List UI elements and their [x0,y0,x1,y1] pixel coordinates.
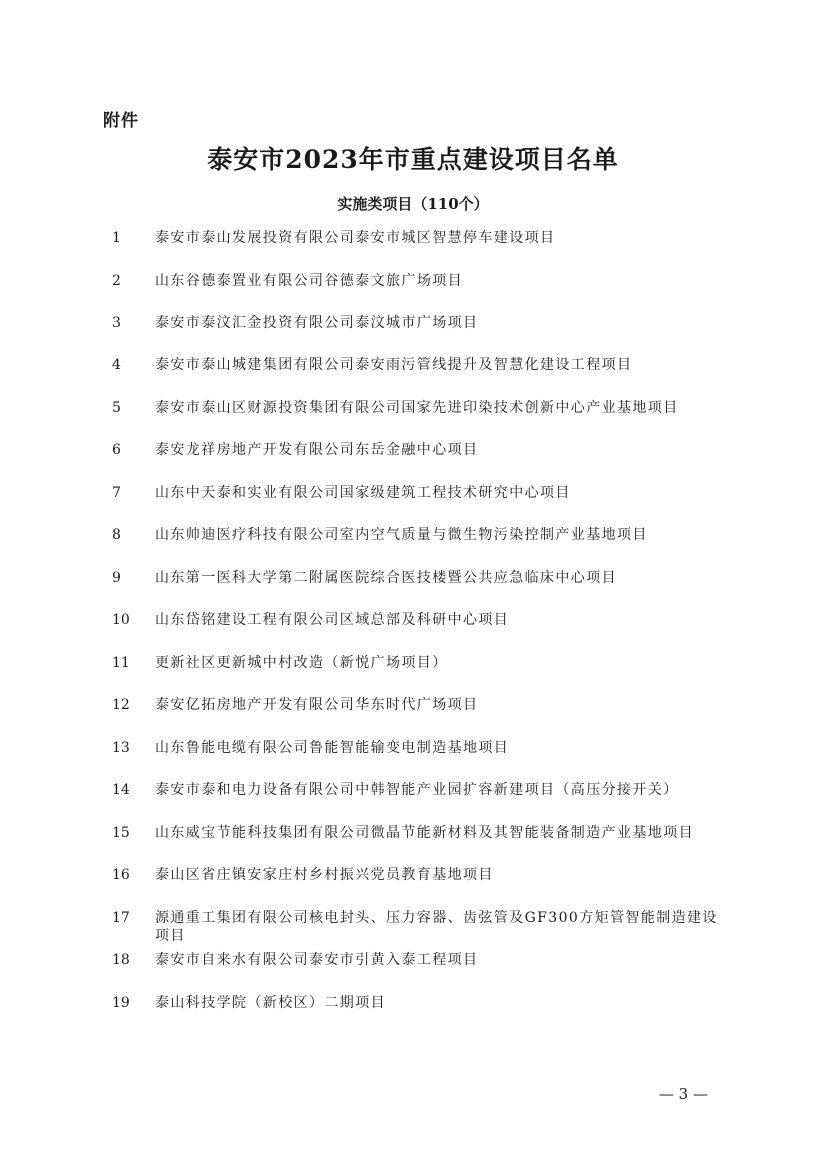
item-text: 泰安市泰山发展投资有限公司泰安市城区智慧停车建设项目 [155,230,556,246]
list-item [0,696,826,722]
item-number: 19 [112,995,130,1011]
item-number: 5 [112,400,121,416]
item-number: 4 [112,357,121,373]
item-text: 山东第一医科大学第二附属医院综合医技楼暨公共应急临床中心项目 [155,570,617,586]
item-text: 泰安市泰山区财源投资集团有限公司国家先进印染技术创新中心产业基地项目 [155,400,679,416]
item-text: 泰山科技学院（新校区）二期项目 [155,995,386,1011]
list-item [0,229,826,255]
list-item [0,866,826,892]
list-item [0,824,826,850]
item-number: 9 [112,570,121,586]
list-item [0,314,826,340]
item-text: 山东鲁能电缆有限公司鲁能智能输变电制造基地项目 [155,740,510,756]
section-title: 实施类项目（110个） [337,195,489,213]
item-text: 更新社区更新城中村改造（新悦广场项目） [155,655,448,671]
item-number: 1 [112,230,121,246]
item-number: 8 [112,527,121,543]
list-item [0,951,826,977]
item-number: 16 [112,867,130,883]
item-text: 泰安市泰和电力设备有限公司中韩智能产业园扩容新建项目（高压分接开关） [155,782,679,798]
item-text: 泰山区省庄镇安家庄村乡村振兴党员教育基地项目 [155,867,494,883]
item-text: 源通重工集团有限公司核电封头、压力容器、齿弦管及GF300方矩管智能制造建设项目 [155,910,718,944]
attachment-label: 附件 [103,111,139,131]
item-number: 14 [112,782,130,798]
list-item [0,654,826,680]
item-text: 山东帅迪医疗科技有限公司室内空气质量与微生物污染控制产业基地项目 [155,527,648,543]
item-number: 12 [112,697,130,713]
list-item [0,781,826,807]
item-text: 山东威宝节能科技集团有限公司微晶节能新材料及其智能装备制造产业基地项目 [155,825,694,841]
list-item [0,399,826,425]
list-item [0,739,826,765]
page-number: — 3 — [658,1085,708,1103]
item-text: 泰安龙祥房地产开发有限公司东岳金融中心项目 [155,442,479,458]
item-number: 6 [112,442,121,458]
item-number: 13 [112,740,130,756]
document-title: 泰安市2023年市重点建设项目名单 [207,145,619,174]
item-number: 7 [112,485,121,501]
item-text: 泰安市泰汶汇金投资有限公司泰汶城市广场项目 [155,315,479,331]
item-text: 泰安亿拓房地产开发有限公司华东时代广场项目 [155,697,479,713]
item-number: 15 [112,825,130,841]
item-text: 山东岱铭建设工程有限公司区域总部及科研中心项目 [155,612,510,628]
list-item [0,272,826,298]
list-item [0,484,826,510]
item-number: 10 [112,612,130,628]
item-text: 山东中天泰和实业有限公司国家级建筑工程技术研究中心项目 [155,485,571,501]
item-number: 18 [112,952,130,968]
item-number: 11 [112,655,130,671]
item-text: 泰安市泰山城建集团有限公司泰安雨污管线提升及智慧化建设工程项目 [155,357,633,373]
item-number: 17 [112,910,130,926]
list-item [0,356,826,382]
list-item [0,909,826,945]
item-number: 2 [112,273,121,289]
item-text: 山东谷德泰置业有限公司谷德泰文旅广场项目 [155,273,463,289]
list-item [0,526,826,552]
list-item [0,569,826,595]
item-number: 3 [112,315,121,331]
list-item [0,994,826,1020]
list-item [0,611,826,637]
item-text: 泰安市自来水有限公司泰安市引黄入泰工程项目 [155,952,479,968]
list-item [0,441,826,467]
